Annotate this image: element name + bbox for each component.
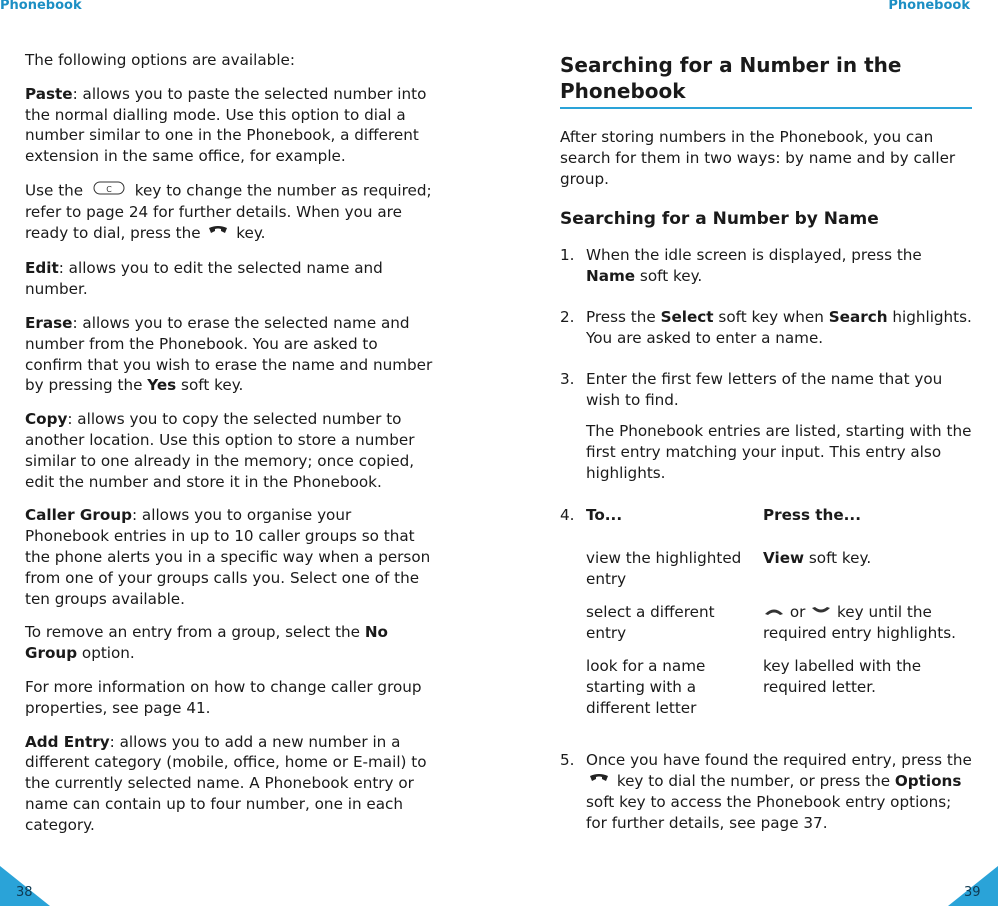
table-row-2-action: select a different entry — [586, 603, 715, 643]
step-5: 5. Once you have found the required entry, press the key to dial the number, or press the Options soft key to access the Phonebook entry options; for further details, see page 37. — [560, 751, 972, 832]
caller-group-option: Caller Group: allows you to organise your Phonebook entries in up to 10 caller groups so that the phone alerts you in a specific way when a person from one of your groups calls you. Select one of the ten groups available. — [25, 506, 431, 608]
table-head-to: To... — [586, 506, 623, 525]
clear-key-icon — [88, 180, 130, 202]
step-3: 3. Enter the first few letters of the name that you wish to find. The Phonebook entries are listed, starting with the first entry matching your input. This entry also highlights. — [560, 370, 972, 482]
section-subtitle: Searching for a Number by Name — [560, 209, 879, 230]
erase-option: Erase: allows you to erase the selected name and number from the Phonebook. You are asked to confirm that you wish to erase the name and number by pressing the Yes soft key. — [25, 314, 433, 395]
down-key-icon — [810, 602, 832, 623]
table-row-1-key: View soft key. — [763, 549, 872, 568]
page-number-left: 38 — [0, 866, 50, 906]
title-rule — [560, 107, 972, 109]
table-row-2-key: or key until the required entry highlights. — [763, 603, 956, 643]
step-4-table: 4. To... Press the... view the highlighted entry View soft key. select a different entry or key until the required entry highlights. look for a name starting with a different letter key labelled with the required letter. — [560, 505, 972, 725]
table-row-3-key: key labelled with the required letter. — [763, 657, 922, 697]
header-right: Phonebook — [888, 0, 970, 13]
send-key-icon — [205, 223, 231, 244]
edit-option: Edit: allows you to edit the selected name and number. — [25, 259, 383, 299]
step-1: 1. When the idle screen is displayed, press the Name soft key. — [560, 246, 922, 286]
use-clear-text: Use the C key to change the number as required; refer to page 24 for further details. When you are ready to dial, press the key. — [25, 181, 432, 242]
table-row-1-action: view the highlighted entry — [586, 549, 742, 589]
more-info: For more information on how to change caller group properties, see page 41. — [25, 678, 422, 717]
table-row-3-action: look for a name starting with a different letter — [586, 657, 706, 717]
page-number-right: 39 — [948, 866, 998, 906]
svg-text:C: C — [106, 184, 112, 194]
paste-term: Paste — [25, 84, 73, 103]
header-left: Phonebook — [0, 0, 82, 13]
page-title: Searching for a Number in the Phonebook — [560, 53, 902, 103]
step-2: 2. Press the Select soft key when Search highlights. You are asked to enter a name. — [560, 308, 972, 348]
remove-from-group: To remove an entry from a group, select the No Group option. — [25, 623, 388, 663]
add-entry-option: Add Entry: allows you to add a new number in a different category (mobile, office, home or E-mail) to the currently selected name. A Phonebook entry or name can contain up to four number, one in each category. — [25, 732, 427, 834]
send-key-icon — [586, 771, 612, 792]
intro: The following options are available: — [25, 51, 296, 69]
up-key-icon — [763, 602, 785, 623]
copy-option: Copy: allows you to copy the selected number to another location. Use this option to store a number similar to one already in the memory; once copied, edit the number and store it in the Phonebook. — [25, 410, 415, 491]
step-3-note: The Phonebook entries are listed, starting with the first entry matching your input. This entry also highlights. — [586, 421, 972, 482]
paste-option: Paste: allows you to paste the selected number into the normal dialling mode. Use this option to dial a number similar to one in the Phonebook, a different extension in the same office, for example. — [25, 84, 427, 166]
search-intro: After storing numbers in the Phonebook, you can search for them in two ways: by name and by caller group. — [560, 128, 956, 188]
right-column — [560, 52, 972, 834]
left-column — [25, 50, 440, 836]
table-head-press: Press the... — [763, 506, 861, 525]
